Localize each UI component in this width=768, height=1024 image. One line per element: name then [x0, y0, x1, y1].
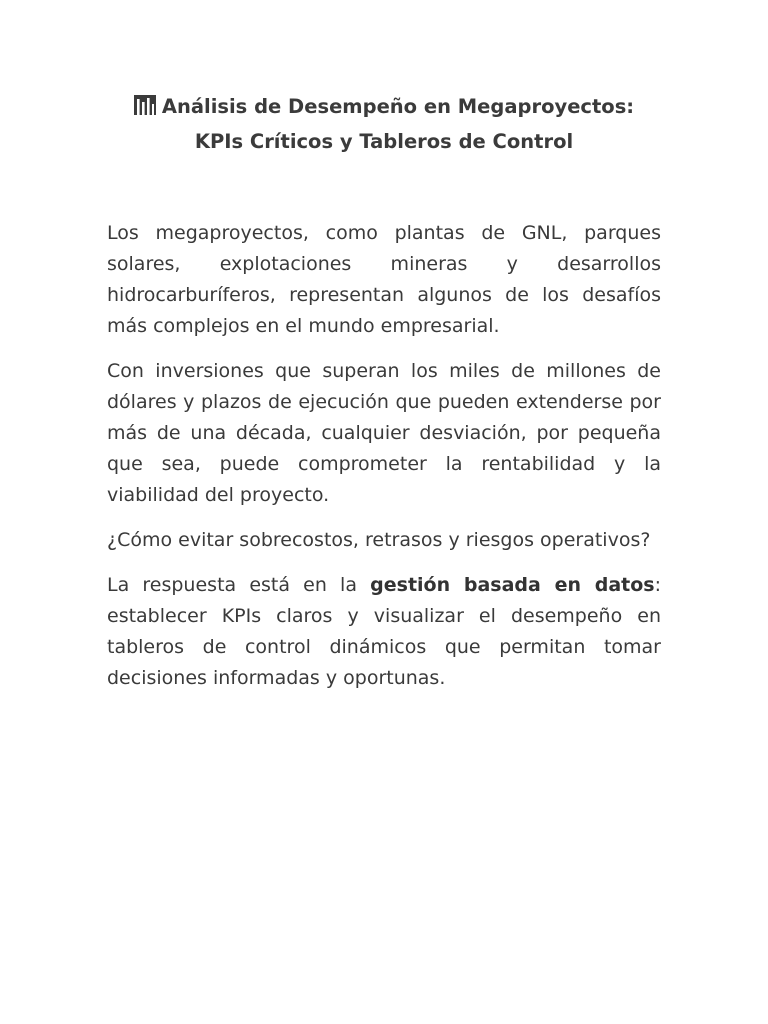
document-body — [107, 218, 661, 694]
paragraph-intro: Los megaproyectos, como plantas de GNL, parques solares, explotaciones mineras y desarrollos hidrocarburíferos, representan algunos de los desafíos más complejos en el mundo empresarial. — [107, 222, 661, 337]
document-title — [107, 90, 661, 158]
answer-text-before: La respuesta está en la — [107, 574, 371, 596]
document-title-text: Análisis de Desempeño en Megaproyectos: KPIs Críticos y Tableros de Control — [161, 95, 635, 153]
answer-text-bold: gestión basada en datos — [370, 574, 655, 596]
paragraph-question: ¿Cómo evitar sobrecostos, retrasos y riesgos operativos? — [107, 529, 651, 551]
paragraph-investments: Con inversiones que superan los miles de millones de dólares y plazos de ejecución que pueden extenderse por más de una década, cualquier desviación, por pequeña que sea, puede comprometer la rentabilidad y la viabilidad del proyecto. — [107, 360, 661, 506]
paragraph-answer — [107, 570, 661, 694]
answer-text-after: : establecer KPIs claros y visualizar el desempeño en tableros de control dinámicos que permitan tomar decisiones informadas y oportunas. — [107, 574, 661, 689]
document-page — [107, 0, 661, 708]
bar-chart-icon — [134, 92, 156, 125]
